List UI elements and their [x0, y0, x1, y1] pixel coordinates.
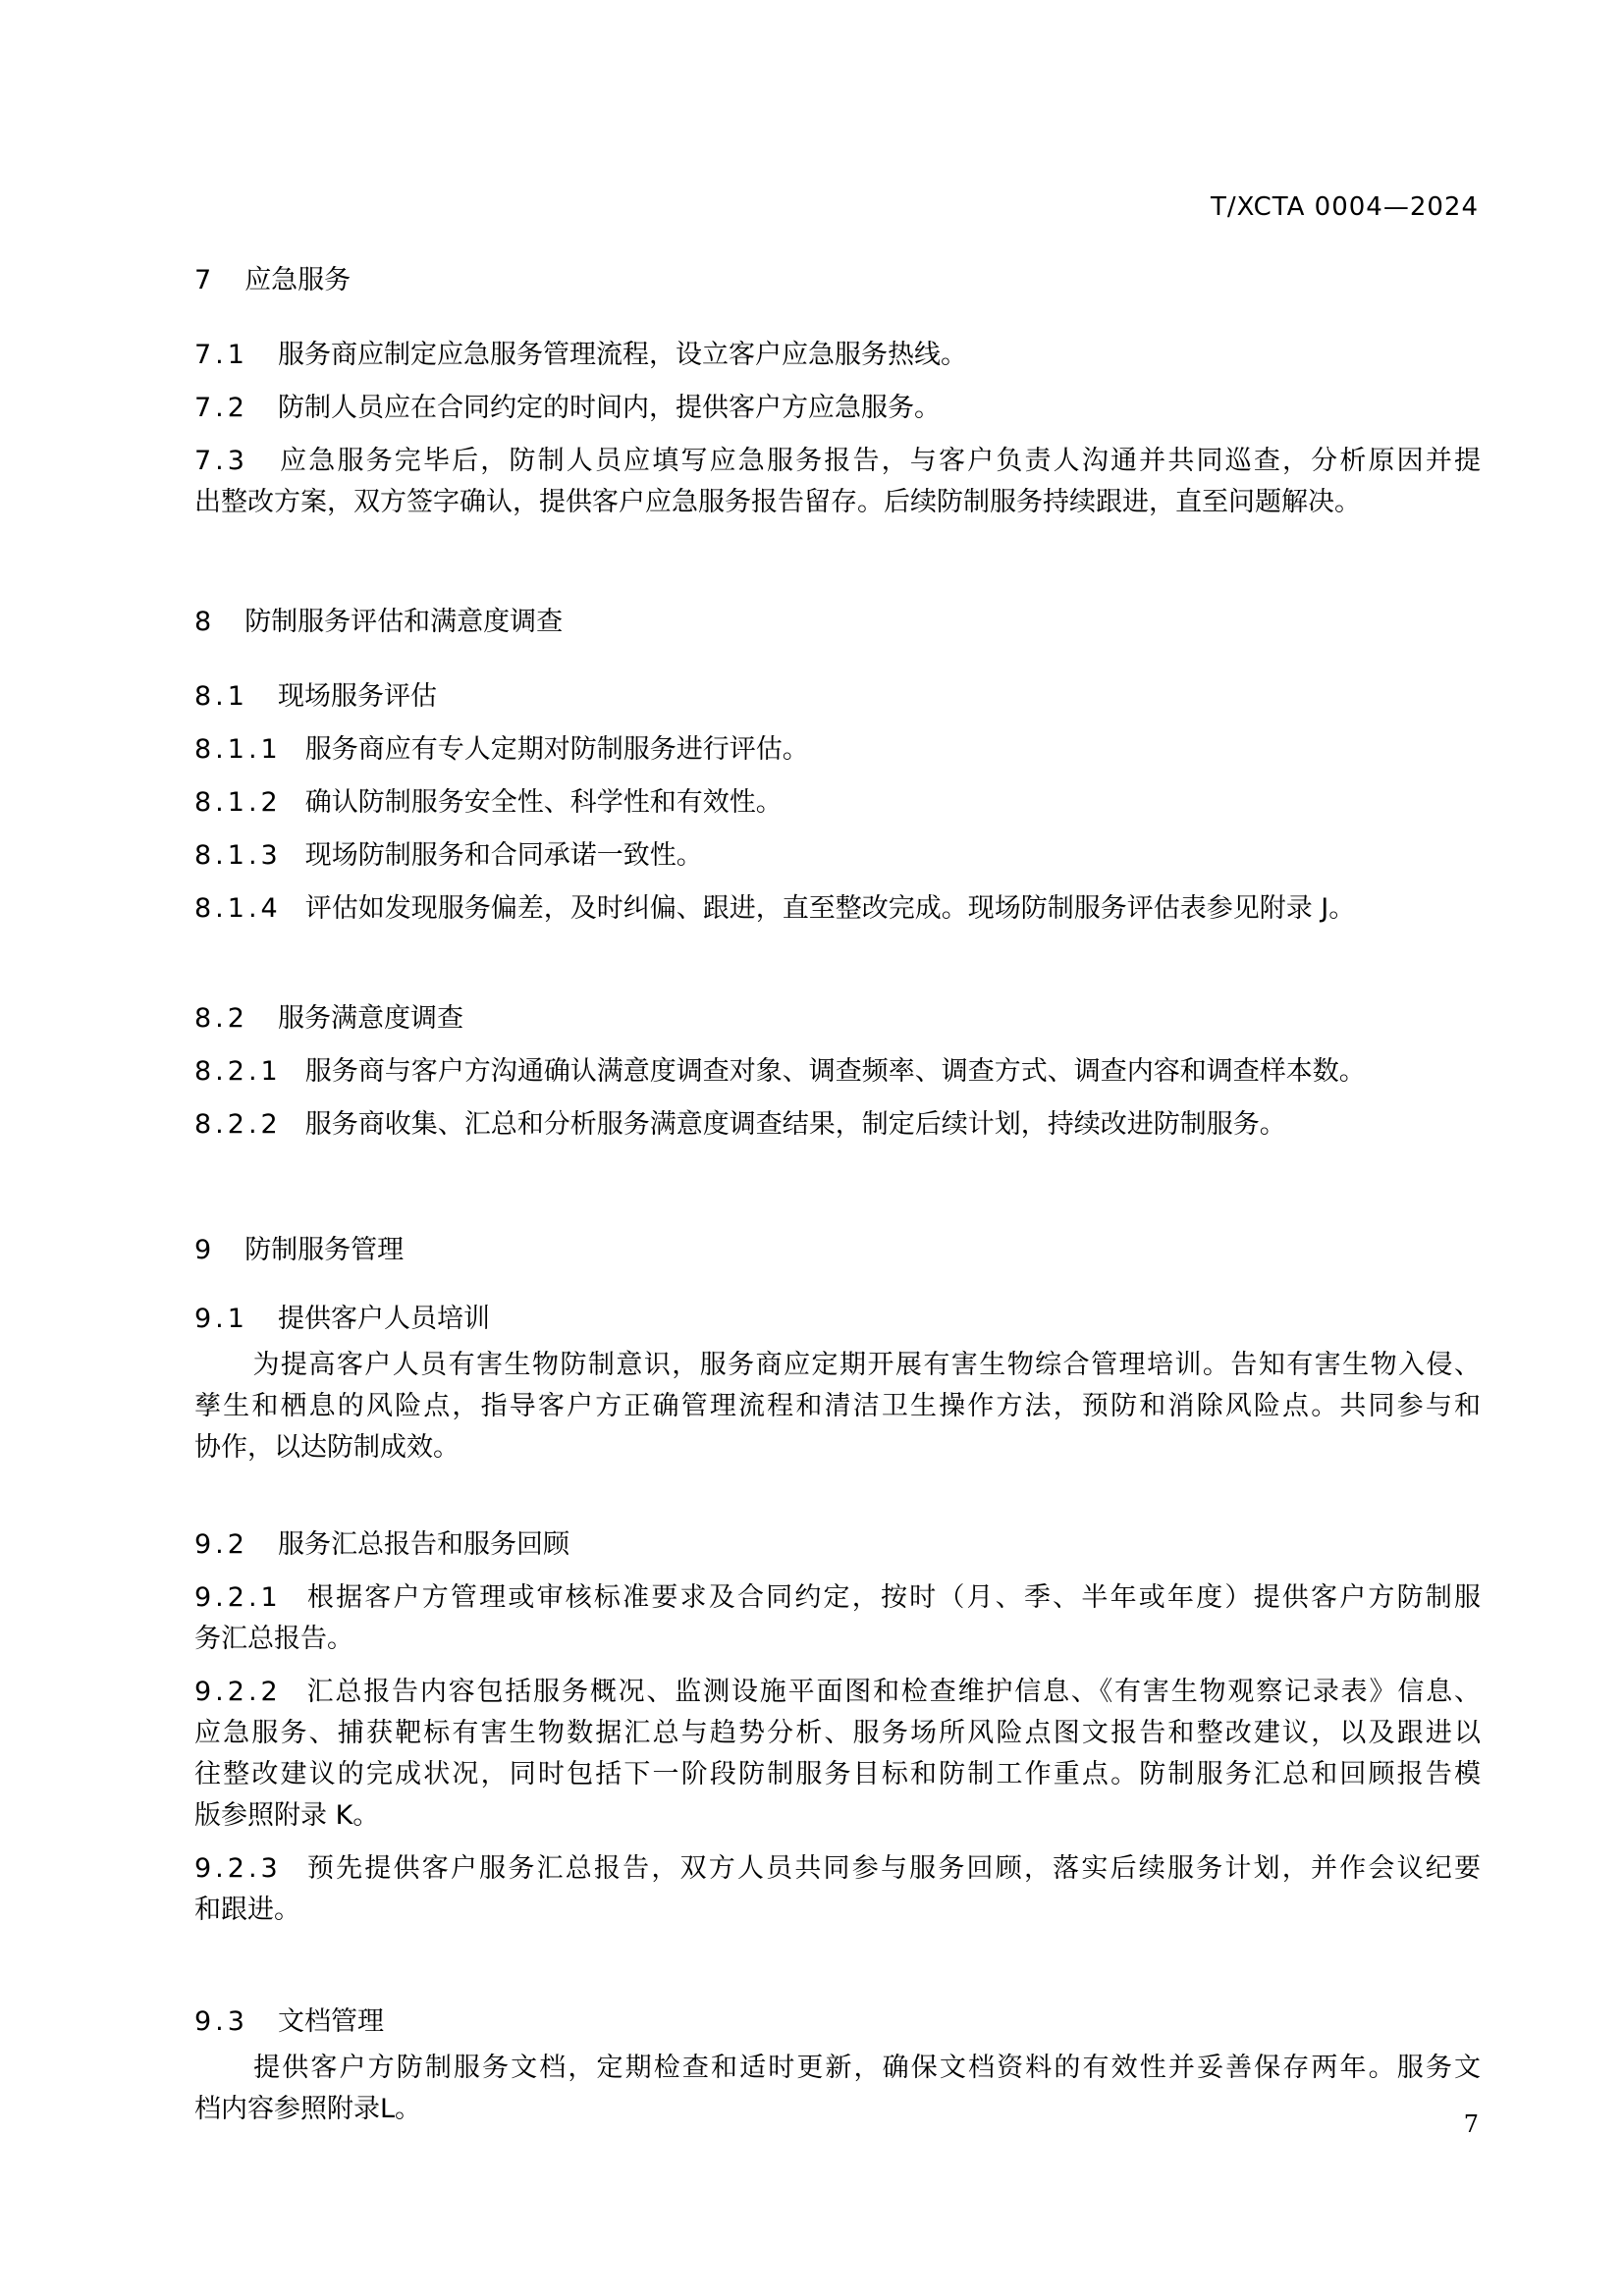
clause-7-2 [194, 388, 1481, 429]
subsection-title: 服务满意度调查 [277, 1003, 463, 1034]
clause-text: 预先提供客户服务汇总报告，双方人员共同参与服务回顾，落实后续服务计划，并作会议纪要 [304, 1853, 1481, 1884]
page-number: 7 [1463, 2110, 1479, 2138]
clause-8-1-4 [194, 888, 1481, 930]
paragraph-text: 档内容参照附录L。 [194, 2094, 422, 2124]
clause-text: 出整改方案，双方签字确认，提供客户应急服务报告留存。后续防制服务持续跟进，直至问题解决。 [194, 487, 1361, 517]
subsection-title: 提供客户人员培训 [277, 1304, 490, 1334]
paragraph-text: 为提高客户人员有害生物防制意识，服务商应定期开展有害生物综合管理培训。告知有害生物入侵、 [251, 1350, 1481, 1380]
clause-9-2-1-line-2 [194, 1619, 1481, 1660]
clause-9-2-3-line-2 [194, 1890, 1481, 1931]
clause-8-1-3 [194, 835, 1481, 877]
clause-number: 9.2.2 [194, 1677, 282, 1707]
clause-number: 8.1.4 [194, 893, 282, 924]
clause-text: 往整改建议的完成状况，同时包括下一阶段防制服务目标和防制工作重点。防制服务汇总和回顾报告模 [194, 1759, 1481, 1789]
subsection-9-3-heading [194, 2002, 1481, 2043]
clause-9-2-2-line-2 [194, 1713, 1481, 1754]
clause-text: 汇总报告内容包括服务概况、监测设施平面图和检查维护信息、《有害生物观察记录表》信息、 [304, 1677, 1481, 1707]
clause-number: 9.2.3 [194, 1853, 282, 1884]
subsection-number: 8.1 [194, 681, 248, 712]
clause-9-2-2-line-1 [194, 1672, 1481, 1713]
clause-7-3-line-1 [194, 441, 1481, 482]
clause-text: 版参照附录 K。 [194, 1800, 380, 1831]
clause-number: 8.1.3 [194, 840, 282, 871]
subsection-title: 服务汇总报告和服务回顾 [277, 1529, 569, 1560]
paragraph-9-3-line-1 [194, 2048, 1481, 2089]
paragraph-text: 协作，以达防制成效。 [194, 1432, 460, 1463]
section-title: 应急服务 [244, 265, 352, 295]
clause-9-2-2-line-4 [194, 1795, 1481, 1837]
paragraph-text: 提供客户方防制服务文档，定期检查和适时更新，确保文档资料的有效性并妥善保存两年。服务文 [251, 2053, 1481, 2083]
section-9-heading [194, 1230, 1481, 1271]
paragraph-9-1-line-3 [194, 1427, 1481, 1468]
clause-text: 确认防制服务安全性、科学性和有效性。 [304, 787, 783, 818]
clause-text: 评估如发现服务偏差，及时纠偏、跟进，直至整改完成。现场防制服务评估表参见附录 J。 [304, 893, 1356, 924]
section-7-heading [194, 260, 1481, 301]
clause-8-2-1 [194, 1051, 1481, 1093]
paragraph-text: 孳生和栖息的风险点，指导客户方正确管理流程和清洁卫生操作方法，预防和消除风险点。共同参与和 [194, 1391, 1481, 1421]
paragraph-9-3-line-2 [194, 2089, 1481, 2130]
clause-7-1 [194, 335, 1481, 376]
clause-number: 8.1.2 [194, 787, 282, 818]
clause-8-1-2 [194, 782, 1481, 824]
clause-number: 9.2.1 [194, 1582, 282, 1613]
paragraph-9-1-line-2 [194, 1386, 1481, 1427]
subsection-number: 9.2 [194, 1529, 248, 1560]
clause-text: 应急服务完毕后，防制人员应填写应急服务报告，与客户负责人沟通并共同巡查，分析原因并提 [277, 446, 1481, 476]
clause-9-2-2-line-3 [194, 1754, 1481, 1795]
document-code: T/XCTA 0004—2024 [1211, 192, 1479, 222]
paragraph-9-1-line-1 [194, 1345, 1481, 1386]
section-number: 9 [194, 1235, 216, 1265]
subsection-title: 现场服务评估 [277, 681, 437, 712]
clause-number: 7.2 [194, 393, 248, 423]
section-title: 防制服务管理 [244, 1235, 405, 1265]
clause-number: 7.1 [194, 340, 248, 370]
subsection-8-1-heading [194, 676, 1481, 718]
clause-number: 8.2.1 [194, 1056, 282, 1087]
clause-9-2-3-line-1 [194, 1848, 1481, 1890]
clause-text: 现场防制服务和合同承诺一致性。 [304, 840, 703, 871]
subsection-number: 8.2 [194, 1003, 248, 1034]
clause-number: 8.1.1 [194, 734, 282, 765]
clause-8-2-2 [194, 1104, 1481, 1146]
clause-text: 防制人员应在合同约定的时间内，提供客户方应急服务。 [277, 393, 941, 423]
clause-text: 服务商应制定应急服务管理流程，设立客户应急服务热线。 [277, 340, 967, 370]
clause-text: 根据客户方管理或审核标准要求及合同约定，按时（月、季、半年或年度）提供客户方防制服 [304, 1582, 1481, 1613]
section-8-heading [194, 602, 1481, 643]
clause-7-3-line-2 [194, 482, 1481, 523]
clause-number: 7.3 [194, 446, 248, 476]
section-number: 7 [194, 265, 216, 295]
clause-text: 服务商应有专人定期对防制服务进行评估。 [304, 734, 809, 765]
section-number: 8 [194, 607, 216, 637]
clause-text: 服务商收集、汇总和分析服务满意度调查结果，制定后续计划，持续改进防制服务。 [304, 1109, 1286, 1140]
clause-text: 服务商与客户方沟通确认满意度调查对象、调查频率、调查方式、调查内容和调查样本数。 [304, 1056, 1366, 1087]
subsection-9-1-heading [194, 1299, 1481, 1340]
section-title: 防制服务评估和满意度调查 [244, 607, 564, 637]
subsection-9-2-heading [194, 1524, 1481, 1566]
subsection-number: 9.1 [194, 1304, 248, 1334]
subsection-8-2-heading [194, 998, 1481, 1040]
clause-text: 应急服务、捕获靶标有害生物数据汇总与趋势分析、服务场所风险点图文报告和整改建议，以及跟进以 [194, 1718, 1481, 1748]
clause-8-1-1 [194, 729, 1481, 771]
clause-text: 和跟进。 [194, 1895, 300, 1925]
subsection-title: 文档管理 [277, 2006, 384, 2037]
clause-number: 8.2.2 [194, 1109, 282, 1140]
subsection-number: 9.3 [194, 2006, 248, 2037]
clause-text: 务汇总报告。 [194, 1624, 353, 1654]
clause-9-2-1-line-1 [194, 1577, 1481, 1619]
